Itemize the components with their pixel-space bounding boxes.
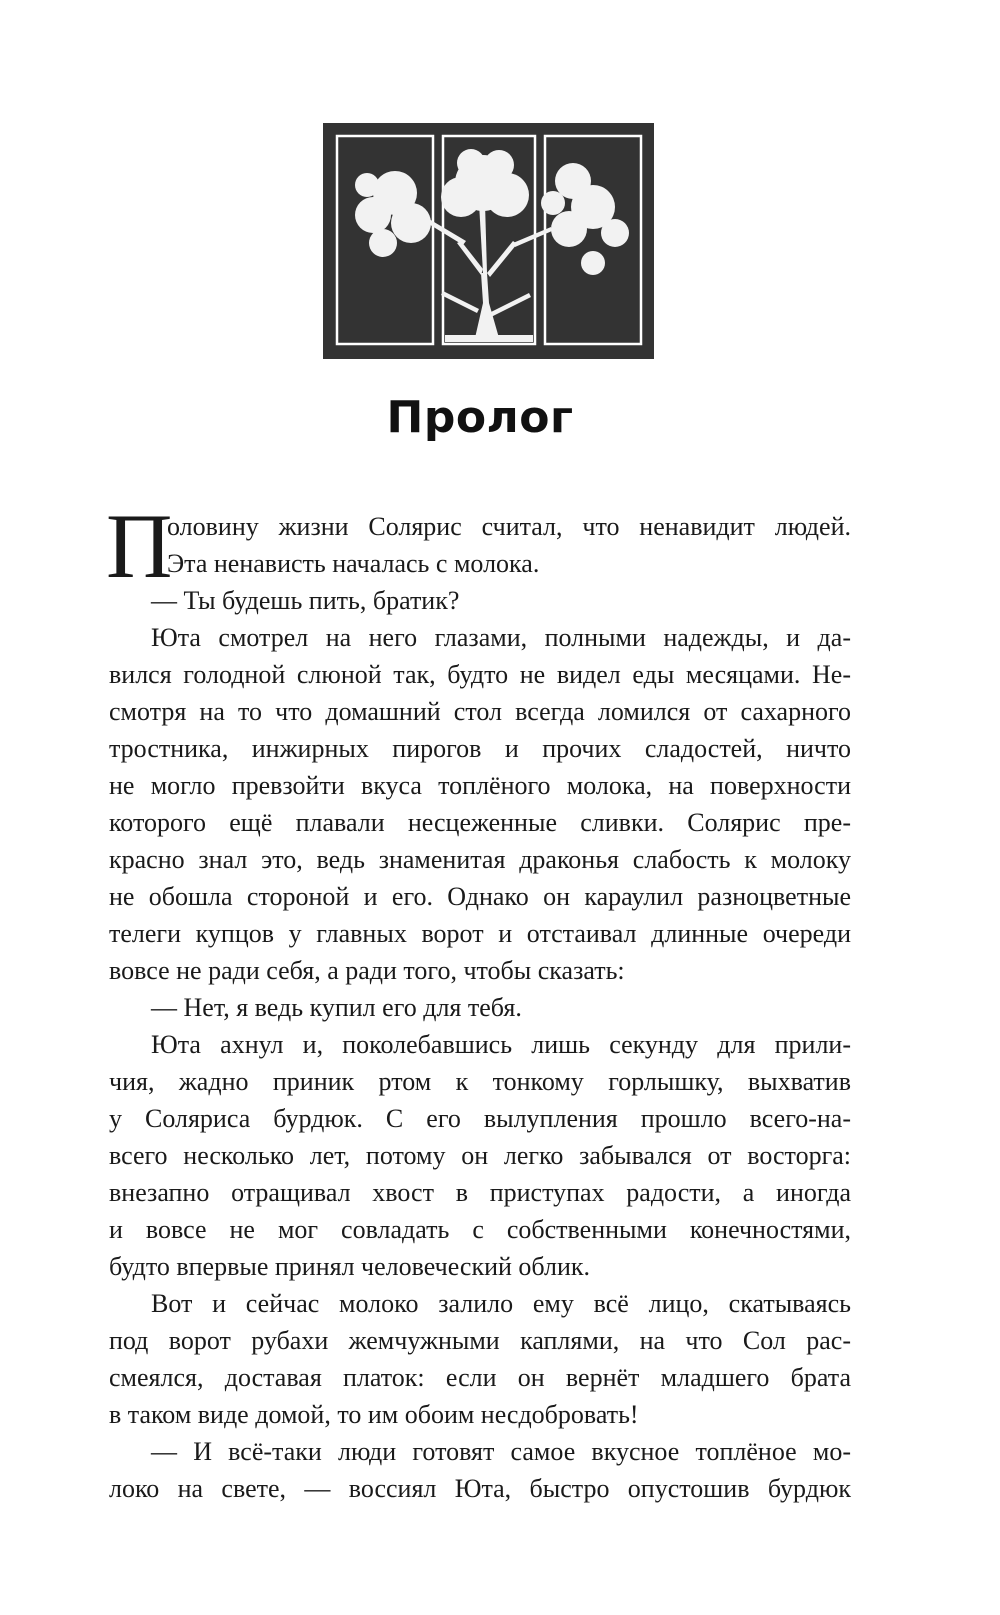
text-line: смеялся, доставая платок: если он вернёт младшего брата [109, 1363, 851, 1392]
text-line: Юта смотрел на него глазами, полными надежды, и да- [151, 623, 851, 652]
text-line: телеги купцов у главных ворот и отстаивал длинные очереди [109, 919, 851, 948]
text-line: — Ты будешь пить, братик? [151, 586, 460, 615]
drop-cap: П [106, 495, 173, 597]
chapter-title: Пролог [386, 392, 574, 443]
text-line: в таком виде домой, то им обоим несдобровать! [109, 1400, 639, 1429]
body-text [106, 495, 851, 1507]
tree-icon [323, 123, 654, 359]
text-line: которого ещё плавали несцеженные сливки. Солярис пре- [109, 808, 851, 837]
text-line: не могло превзойти вкуса топлёного молока, на поверхности [109, 771, 851, 800]
tree-triptych-emblem [323, 123, 654, 359]
text-line: вовсе не ради себя, а ради того, чтобы сказать: [109, 956, 625, 985]
text-line: всего несколько лет, потому он легко забывался от восторга: [109, 1141, 851, 1170]
text-line: у Соляриса бурдюк. С его вылупления прошло всего-на- [109, 1104, 851, 1133]
text-line: локо на свете, — воссиял Юта, быстро опустошив бурдюк [109, 1474, 851, 1503]
text-line: вился голодной слюной так, будто не видел еды месяцами. Не- [109, 660, 851, 689]
text-line: смотря на то что домашний стол всегда ломился от сахарного [109, 697, 851, 726]
text-line: Юта ахнул и, поколебавшись лишь секунду для прили- [151, 1030, 851, 1059]
text-line: будто впервые принял человеческий облик. [109, 1252, 591, 1281]
text-line: — Нет, я ведь купил его для тебя. [151, 993, 522, 1022]
text-line: — И всё-таки люди готовят самое вкусное топлёное мо- [151, 1437, 851, 1466]
text-line: и вовсе не мог совладать с собственными конечностями, [109, 1215, 851, 1244]
text-line: под ворот рубахи жемчужными каплями, на что Сол рас- [109, 1326, 851, 1355]
text-line: тростника, инжирных пирогов и прочих сладостей, ничто [109, 734, 851, 763]
text-line: оловину жизни Солярис считал, что ненавидит людей. [167, 512, 851, 541]
text-line: Эта ненависть началась с молока. [167, 549, 540, 578]
opening-paragraph [106, 495, 851, 597]
text-line: чия, жадно приник ртом к тонкому горлышку, выхватив [109, 1067, 851, 1096]
text-line: Вот и сейчас молоко залило ему всё лицо, скатываясь [151, 1289, 851, 1318]
text-line: не обошла стороной и его. Однако он караулил разноцветные [109, 882, 851, 911]
text-line: внезапно отращивал хвост в приступах радости, а иногда [109, 1178, 851, 1207]
text-line: красно знал это, ведь знаменитая драконья слабость к молоку [109, 845, 851, 874]
